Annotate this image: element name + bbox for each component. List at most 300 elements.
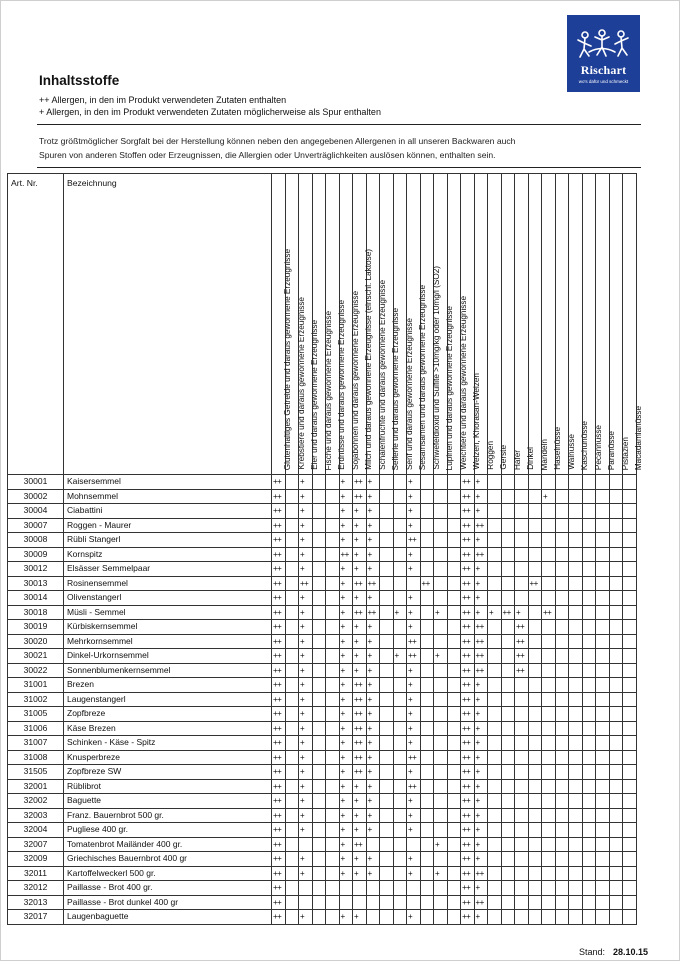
allergen-mark	[434, 562, 448, 577]
allergen-mark	[609, 634, 623, 649]
allergen-mark	[609, 475, 623, 490]
header-allergen	[566, 174, 590, 475]
allergen-mark	[528, 547, 542, 562]
allergen-mark: +	[339, 866, 353, 881]
allergen-mark	[515, 852, 529, 867]
allergen-mark: +	[299, 808, 313, 823]
header-allergen	[485, 174, 509, 475]
allergen-mark	[596, 533, 610, 548]
allergen-mark	[447, 504, 461, 519]
allergen-mark	[501, 823, 515, 838]
allergen-mark	[555, 649, 569, 664]
allergen-mark	[555, 794, 569, 809]
allergen-mark	[326, 620, 340, 635]
allergen-mark: ++	[515, 663, 529, 678]
allergen-mark: ++	[461, 475, 475, 490]
allergen-mark	[380, 823, 394, 838]
article-number: 30009	[8, 547, 64, 562]
allergen-mark: +	[339, 750, 353, 765]
allergen-mark	[380, 765, 394, 780]
allergen-mark	[326, 678, 340, 693]
allergen-mark: +	[474, 678, 488, 693]
product-name: Brezen	[64, 678, 272, 693]
allergen-mark	[582, 678, 596, 693]
allergen-mark: +	[299, 533, 313, 548]
allergen-mark: ++	[461, 605, 475, 620]
allergen-mark	[326, 591, 340, 606]
allergen-mark	[569, 504, 583, 519]
allergen-mark	[569, 591, 583, 606]
allergen-mark: ++	[461, 794, 475, 809]
allergen-mark	[326, 605, 340, 620]
legend-traces: + Allergen, in den im Produkt verwendeten Zutaten möglicherweise als Spur enthalten	[39, 107, 381, 117]
article-number: 32013	[8, 895, 64, 910]
product-name: Knusperbreze	[64, 750, 272, 765]
allergen-mark	[501, 852, 515, 867]
allergen-mark	[488, 736, 502, 751]
article-number: 32012	[8, 881, 64, 896]
header-allergen	[272, 174, 293, 475]
allergen-mark	[434, 721, 448, 736]
allergen-mark: ++	[461, 823, 475, 838]
allergen-mark: +	[407, 489, 421, 504]
allergen-mark: +	[366, 475, 380, 490]
allergen-mark: ++	[461, 547, 475, 562]
allergen-mark	[596, 591, 610, 606]
allergen-mark: ++	[353, 736, 367, 751]
allergen-mark	[542, 533, 556, 548]
allergen-mark	[582, 489, 596, 504]
allergen-mark	[447, 910, 461, 925]
allergen-mark	[312, 910, 326, 925]
allergen-label: Erdnüsse und daraus gewonnene Erzeugnisse	[337, 300, 347, 470]
allergen-mark	[501, 489, 515, 504]
allergen-mark	[623, 591, 637, 606]
allergen-mark: +	[339, 808, 353, 823]
allergen-mark	[326, 779, 340, 794]
allergen-mark	[366, 895, 380, 910]
allergen-mark	[623, 736, 637, 751]
allergen-mark	[609, 692, 623, 707]
allergen-mark: ++	[474, 620, 488, 635]
allergen-mark	[582, 808, 596, 823]
allergen-mark	[528, 881, 542, 896]
allergen-mark: +	[299, 823, 313, 838]
allergen-mark: ++	[515, 634, 529, 649]
allergen-mark	[515, 895, 529, 910]
allergen-mark	[434, 533, 448, 548]
allergen-mark: ++	[272, 750, 286, 765]
allergen-mark	[326, 736, 340, 751]
allergen-mark	[582, 852, 596, 867]
allergen-mark	[434, 910, 448, 925]
allergen-mark: ++	[272, 620, 286, 635]
allergen-mark	[596, 547, 610, 562]
allergen-mark	[285, 765, 299, 780]
allergen-label: Dinkel	[526, 447, 536, 470]
allergen-mark	[312, 489, 326, 504]
allergen-mark	[447, 663, 461, 678]
allergen-mark	[488, 678, 502, 693]
allergen-mark	[326, 707, 340, 722]
allergen-mark: +	[407, 504, 421, 519]
allergen-mark	[312, 895, 326, 910]
allergen-mark	[326, 576, 340, 591]
allergen-mark	[582, 779, 596, 794]
table-row	[8, 823, 637, 838]
allergen-mark: ++	[353, 475, 367, 490]
allergen-mark	[488, 692, 502, 707]
product-name: Kartoffelweckerl 500 gr.	[64, 866, 272, 881]
allergen-mark	[285, 562, 299, 577]
allergen-mark	[528, 808, 542, 823]
allergen-mark	[623, 533, 637, 548]
allergen-mark	[528, 852, 542, 867]
allergen-mark: +	[407, 823, 421, 838]
article-number: 32002	[8, 794, 64, 809]
allergen-mark	[393, 663, 407, 678]
allergen-mark	[434, 576, 448, 591]
allergen-mark: ++	[420, 576, 434, 591]
allergen-mark: +	[474, 692, 488, 707]
allergen-mark	[380, 533, 394, 548]
allergen-mark	[380, 649, 394, 664]
allergen-mark	[447, 895, 461, 910]
allergen-mark: ++	[461, 518, 475, 533]
allergen-mark: +	[434, 837, 448, 852]
allergen-mark	[434, 663, 448, 678]
allergen-mark	[609, 881, 623, 896]
allergen-label: Sojabohnen und daraus gewonnene Erzeugnisse	[350, 291, 360, 470]
allergen-mark: ++	[407, 750, 421, 765]
allergen-mark: ++	[542, 605, 556, 620]
allergen-mark	[285, 547, 299, 562]
allergen-mark	[326, 489, 340, 504]
table-row	[8, 504, 637, 519]
allergen-mark	[542, 837, 556, 852]
allergen-mark	[555, 692, 569, 707]
allergen-label: Milch und daraus gewonnene Erzeugnisse (einschl. Laktose)	[364, 249, 374, 470]
product-name: Ciabattini	[64, 504, 272, 519]
allergen-mark	[447, 634, 461, 649]
allergen-mark	[420, 678, 434, 693]
allergen-label: Schalenfrüchte und daraus gewonnene Erzeugnisse	[377, 280, 387, 470]
allergen-mark	[501, 562, 515, 577]
allergen-mark	[420, 518, 434, 533]
allergen-mark	[420, 634, 434, 649]
allergen-mark	[326, 910, 340, 925]
allergen-mark: +	[366, 707, 380, 722]
allergen-mark: ++	[272, 489, 286, 504]
article-number: 30019	[8, 620, 64, 635]
allergen-mark	[609, 489, 623, 504]
allergen-mark: +	[299, 678, 313, 693]
allergen-mark	[596, 649, 610, 664]
allergen-mark: ++	[272, 895, 286, 910]
allergen-mark: ++	[272, 475, 286, 490]
allergen-mark	[596, 634, 610, 649]
allergen-mark: ++	[407, 779, 421, 794]
allergen-mark	[447, 736, 461, 751]
allergen-mark	[312, 707, 326, 722]
allergen-mark	[488, 475, 502, 490]
allergen-mark: +	[366, 678, 380, 693]
allergen-mark	[285, 750, 299, 765]
allergen-mark: +	[339, 518, 353, 533]
allergen-mark	[528, 678, 542, 693]
allergen-mark	[609, 765, 623, 780]
allergen-mark	[380, 620, 394, 635]
allergen-mark	[380, 576, 394, 591]
allergen-mark	[501, 576, 515, 591]
allergen-mark	[434, 895, 448, 910]
allergen-mark	[326, 750, 340, 765]
allergen-mark: ++	[461, 881, 475, 896]
allergen-mark	[596, 576, 610, 591]
allergen-mark	[555, 866, 569, 881]
allergen-mark: +	[353, 852, 367, 867]
article-number: 31002	[8, 692, 64, 707]
allergen-mark	[420, 823, 434, 838]
allergen-mark: ++	[461, 910, 475, 925]
allergen-mark: ++	[461, 866, 475, 881]
allergen-mark: +	[474, 721, 488, 736]
allergen-mark	[380, 518, 394, 533]
allergen-mark	[488, 591, 502, 606]
allergen-mark	[582, 562, 596, 577]
header-allergen	[539, 174, 563, 475]
article-number: 30012	[8, 562, 64, 577]
allergen-mark	[312, 837, 326, 852]
allergen-mark	[569, 736, 583, 751]
table-row	[8, 518, 637, 533]
header-article-number: Art. Nr.	[8, 174, 64, 475]
allergen-mark	[569, 620, 583, 635]
allergen-mark	[299, 881, 313, 896]
allergen-mark	[326, 562, 340, 577]
allergen-mark	[326, 518, 340, 533]
allergen-mark	[326, 547, 340, 562]
allergen-mark: ++	[353, 721, 367, 736]
allergen-mark	[326, 504, 340, 519]
allergen-mark	[434, 620, 448, 635]
allergen-mark: +	[407, 518, 421, 533]
allergen-mark	[447, 605, 461, 620]
allergen-mark: +	[339, 823, 353, 838]
allergen-mark	[623, 547, 637, 562]
allergen-mark	[569, 895, 583, 910]
allergen-mark	[312, 881, 326, 896]
allergen-mark: +	[299, 663, 313, 678]
allergen-label: Senf und daraus gewonnene Erzeugnisse	[404, 317, 414, 470]
allergen-mark	[420, 721, 434, 736]
allergen-mark: +	[407, 678, 421, 693]
allergen-mark	[434, 852, 448, 867]
allergen-mark	[393, 518, 407, 533]
allergen-mark	[380, 866, 394, 881]
allergen-mark	[366, 881, 380, 896]
product-name: Rosinensemmel	[64, 576, 272, 591]
allergen-mark	[285, 721, 299, 736]
allergen-mark	[488, 750, 502, 765]
allergen-mark	[420, 837, 434, 852]
article-number: 31007	[8, 736, 64, 751]
allergen-mark	[501, 866, 515, 881]
table-row	[8, 576, 637, 591]
divider-bottom	[37, 167, 641, 168]
allergen-mark	[434, 765, 448, 780]
allergen-mark: +	[407, 547, 421, 562]
product-name: Sonnenblumenkernsemmel	[64, 663, 272, 678]
allergen-mark	[420, 707, 434, 722]
allergen-mark	[326, 634, 340, 649]
table-row	[8, 707, 637, 722]
allergen-mark: +	[474, 533, 488, 548]
allergen-mark	[312, 736, 326, 751]
allergen-mark: +	[407, 591, 421, 606]
allergen-mark: ++	[461, 504, 475, 519]
header-allergen	[501, 174, 522, 475]
allergen-mark: ++	[474, 634, 488, 649]
allergen-mark	[596, 794, 610, 809]
allergen-mark	[420, 475, 434, 490]
allergen-mark: +	[353, 808, 367, 823]
allergen-mark	[528, 605, 542, 620]
allergen-mark	[623, 837, 637, 852]
allergen-mark: ++	[501, 605, 515, 620]
allergen-mark: ++	[272, 881, 286, 896]
allergen-mark	[623, 895, 637, 910]
allergen-mark: +	[339, 605, 353, 620]
allergen-mark: +	[353, 794, 367, 809]
allergen-mark: ++	[272, 721, 286, 736]
allergen-mark	[393, 895, 407, 910]
table-row	[8, 895, 637, 910]
product-name: Tomatenbrot Mailänder 400 gr.	[64, 837, 272, 852]
allergen-mark	[380, 881, 394, 896]
allergen-mark	[515, 547, 529, 562]
allergen-mark	[393, 692, 407, 707]
allergen-label: Hafer	[512, 449, 522, 470]
rischart-logo	[567, 15, 640, 92]
table-row	[8, 808, 637, 823]
allergen-mark	[393, 794, 407, 809]
allergen-mark: +	[366, 489, 380, 504]
allergen-mark	[326, 866, 340, 881]
allergen-mark	[434, 808, 448, 823]
allergen-mark	[420, 736, 434, 751]
allergen-mark	[501, 692, 515, 707]
allergen-mark	[447, 823, 461, 838]
allergen-mark: +	[366, 794, 380, 809]
allergen-mark: +	[299, 634, 313, 649]
allergen-mark	[515, 678, 529, 693]
allergen-mark	[515, 504, 529, 519]
allergen-mark	[285, 504, 299, 519]
allergen-mark: +	[474, 794, 488, 809]
allergen-mark	[447, 547, 461, 562]
allergen-mark: +	[353, 649, 367, 664]
allergen-mark	[528, 866, 542, 881]
allergen-mark	[312, 504, 326, 519]
allergen-label: Walnüsse	[566, 434, 576, 470]
allergen-mark	[542, 620, 556, 635]
allergen-mark	[596, 504, 610, 519]
allergen-mark: +	[393, 649, 407, 664]
allergen-mark	[542, 808, 556, 823]
allergen-label: Roggen	[485, 441, 495, 470]
allergen-mark	[596, 721, 610, 736]
allergen-mark	[569, 779, 583, 794]
allergen-mark	[501, 910, 515, 925]
allergen-mark	[609, 518, 623, 533]
allergen-mark: +	[339, 663, 353, 678]
allergen-mark: +	[407, 736, 421, 751]
allergen-mark	[380, 721, 394, 736]
allergen-mark: +	[474, 750, 488, 765]
allergen-mark: +	[366, 663, 380, 678]
allergen-mark	[569, 692, 583, 707]
allergen-mark	[515, 591, 529, 606]
allergen-mark	[434, 547, 448, 562]
table-row	[8, 721, 637, 736]
allergen-mark	[515, 823, 529, 838]
allergen-mark	[312, 605, 326, 620]
allergen-mark	[447, 562, 461, 577]
allergen-mark: +	[434, 866, 448, 881]
allergen-mark	[528, 591, 542, 606]
product-name: Paillasse - Brot 400 gr.	[64, 881, 272, 896]
allergen-label: Schwefeldioxid und Sulfite >10mg/kg oder 10mg/l (SO2)	[431, 266, 441, 470]
allergen-mark	[366, 837, 380, 852]
allergen-mark	[447, 808, 461, 823]
allergen-mark	[393, 576, 407, 591]
article-number: 30022	[8, 663, 64, 678]
allergen-mark	[515, 475, 529, 490]
table-row	[8, 678, 637, 693]
legend-contained: ++ Allergen, in den im Produkt verwendeten Zutaten enthalten	[39, 95, 287, 105]
allergen-mark	[528, 504, 542, 519]
allergen-mark	[542, 692, 556, 707]
allergen-mark	[515, 692, 529, 707]
article-number: 31005	[8, 707, 64, 722]
allergen-mark	[569, 910, 583, 925]
allergen-mark	[312, 866, 326, 881]
allergen-mark	[380, 489, 394, 504]
allergen-mark: +	[339, 794, 353, 809]
allergen-mark	[623, 794, 637, 809]
allergen-label: Pecannüsse	[593, 424, 603, 470]
allergen-mark: +	[474, 910, 488, 925]
allergen-mark	[596, 866, 610, 881]
allergen-mark: +	[299, 475, 313, 490]
allergen-mark: ++	[461, 765, 475, 780]
allergen-mark	[393, 779, 407, 794]
allergen-mark	[326, 721, 340, 736]
allergen-mark	[582, 794, 596, 809]
allergen-mark	[434, 504, 448, 519]
header-allergen	[431, 174, 455, 475]
allergen-mark: +	[353, 504, 367, 519]
allergen-mark	[380, 779, 394, 794]
allergen-table	[7, 173, 644, 925]
header-allergen	[458, 174, 482, 475]
allergen-mark: +	[299, 547, 313, 562]
allergen-mark	[312, 649, 326, 664]
allergen-mark: +	[474, 576, 488, 591]
allergen-mark	[528, 649, 542, 664]
allergen-mark	[528, 707, 542, 722]
